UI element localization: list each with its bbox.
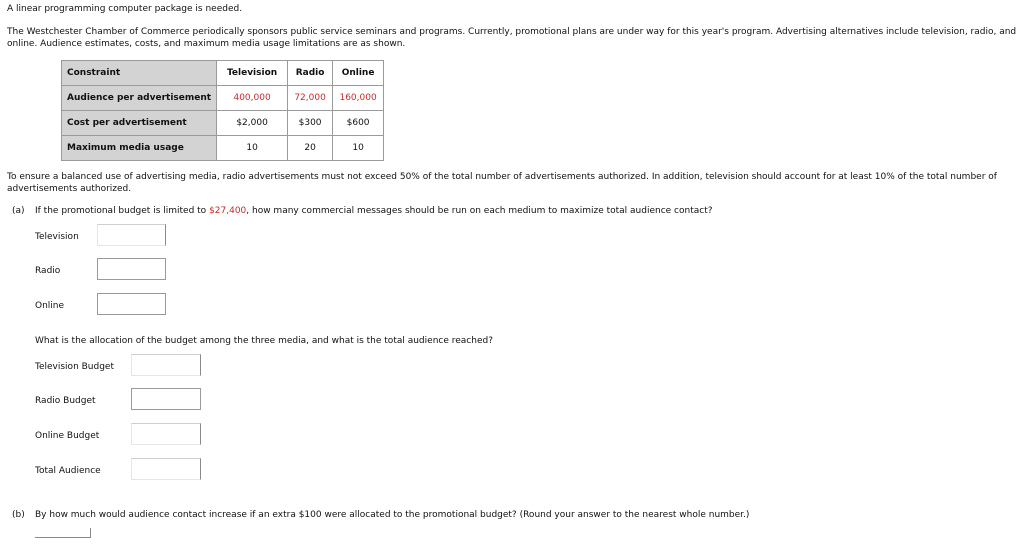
table-row-audience (62, 86, 384, 111)
cell-audience-online: 160,000 (333, 86, 384, 111)
part-b-question: By how much would audience contact increase if an extra $100 were allocated to the promotional budget? (Round your answer to the nearest whole number.) (35, 510, 750, 520)
audience-increase-input[interactable] (35, 528, 91, 538)
row-label: Audience per advertisement (62, 86, 217, 111)
cell-audience-radio: 72,000 (288, 86, 333, 111)
header-constraint: Constraint (62, 61, 217, 86)
part-a-label: (a) (12, 206, 25, 216)
header-radio: Radio (288, 61, 333, 86)
balance-constraint-text: To ensure a balanced use of advertising media, radio advertisements must not exceed 50% of the total number of advertisements authorized. In addition, television should account for at least 10% of the total number of advertisements authorized. (7, 172, 997, 194)
television-label: Television (35, 232, 79, 242)
television-input[interactable] (97, 224, 166, 246)
online-budget-label: Online Budget (35, 431, 100, 441)
media-table (61, 60, 384, 161)
intro-text: A linear programming computer package is needed. (7, 4, 243, 14)
part-a-question (35, 206, 713, 216)
row-label: Cost per advertisement (62, 111, 217, 136)
radio-input[interactable] (97, 258, 166, 280)
row-label: Maximum media usage (62, 136, 217, 161)
online-input[interactable] (97, 293, 166, 315)
table-row-cost (62, 111, 384, 136)
part-a-question-start: If the promotional budget is limited to (35, 206, 210, 216)
radio-label: Radio (35, 266, 61, 276)
television-budget-label: Television Budget (35, 362, 115, 372)
part-a-question-end: , how many commercial messages should be run on each medium to maximize total audience contact? (246, 206, 713, 216)
part-b-label: (b) (12, 510, 25, 520)
cell-cost-online: $600 (333, 111, 384, 136)
table-header-row (62, 61, 384, 86)
cell-cost-television: $2,000 (217, 111, 288, 136)
cell-audience-television: 400,000 (217, 86, 288, 111)
cell-max-television: 10 (217, 136, 288, 161)
header-television: Television (217, 61, 288, 86)
radio-budget-input[interactable] (131, 388, 201, 410)
problem-description: The Westchester Chamber of Commerce periodically sponsors public service seminars and programs. Currently, promotional plans are under way for this year's program. Advertising alternatives include television, radio, and online. Audience estimates, costs, and maximum media usage limitations are as shown. (7, 27, 1017, 49)
radio-budget-label: Radio Budget (35, 396, 96, 406)
table-row-max-usage (62, 136, 384, 161)
cell-max-radio: 20 (288, 136, 333, 161)
cell-max-online: 10 (333, 136, 384, 161)
television-budget-input[interactable] (131, 354, 201, 376)
total-audience-label: Total Audience (35, 466, 101, 476)
cell-cost-radio: $300 (288, 111, 333, 136)
budget-amount: $27,400 (209, 206, 247, 216)
online-label: Online (35, 301, 65, 311)
total-audience-input[interactable] (131, 458, 201, 480)
allocation-question: What is the allocation of the budget among the three media, and what is the total audience reached? (35, 336, 493, 346)
header-online: Online (333, 61, 384, 86)
online-budget-input[interactable] (131, 423, 201, 445)
